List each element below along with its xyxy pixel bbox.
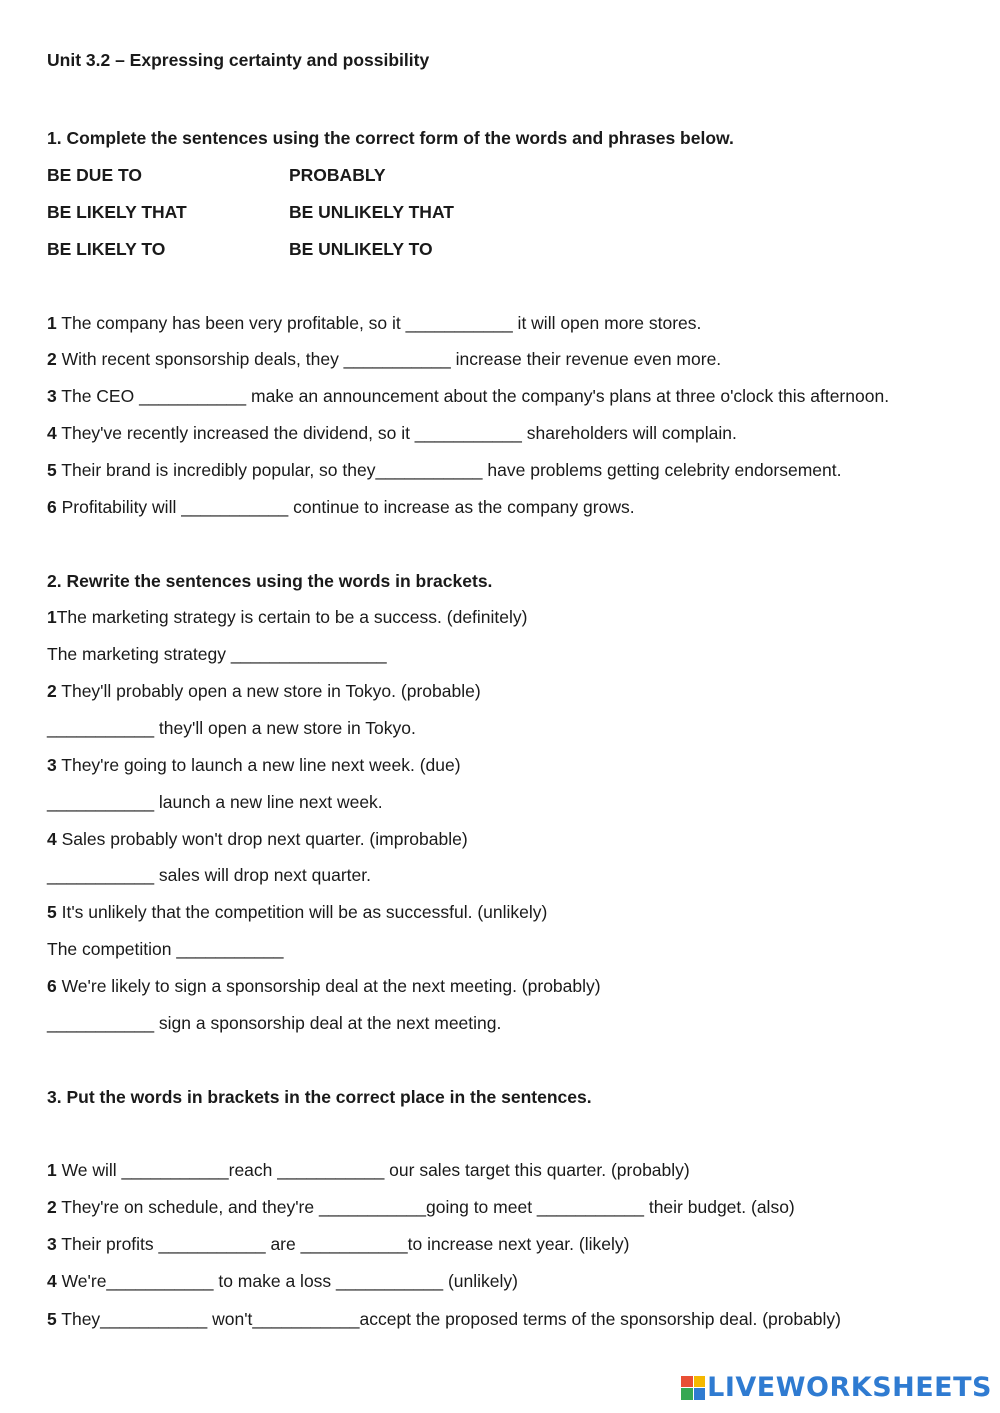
exercise-3-sentence: 3 Their profits ___________ are ___________to increase next year. (likely) bbox=[47, 1234, 630, 1254]
exercise-2-prompt: 6 We're likely to sign a sponsorship deal at the next meeting. (probably) bbox=[47, 976, 601, 996]
exercise-1-instruction: 1. Complete the sentences using the correct form of the words and phrases below. bbox=[47, 128, 734, 148]
exercise-3-sentence: 1 We will ___________reach ___________ our sales target this quarter. (probably) bbox=[47, 1160, 690, 1180]
exercise-2-prompt: 5 It's unlikely that the competition will be as successful. (unlikely) bbox=[47, 902, 548, 922]
exercise-1-sentence: 1 The company has been very profitable, so it ___________ it will open more stores. bbox=[47, 313, 702, 333]
liveworksheets-logo-icon bbox=[681, 1376, 705, 1400]
exercise-2-prompt: 4 Sales probably won't drop next quarter. (improbable) bbox=[47, 829, 468, 849]
exercise-2-prompt: 2 They'll probably open a new store in Tokyo. (probable) bbox=[47, 681, 481, 701]
exercise-2-instruction: 2. Rewrite the sentences using the words in brackets. bbox=[47, 571, 493, 591]
exercise-2-answer-line: ___________ sign a sponsorship deal at the next meeting. bbox=[47, 1013, 502, 1033]
logo-square bbox=[681, 1388, 693, 1400]
word-box-item: PROBABLY bbox=[289, 165, 386, 185]
word-box-item: BE UNLIKELY THAT bbox=[289, 202, 454, 222]
liveworksheets-logo[interactable] bbox=[681, 1372, 992, 1403]
exercise-2-prompt: 1The marketing strategy is certain to be a success. (definitely) bbox=[47, 607, 528, 627]
word-box-item: BE LIKELY TO bbox=[47, 239, 166, 259]
logo-square bbox=[694, 1376, 706, 1388]
word-box-item: BE DUE TO bbox=[47, 165, 142, 185]
exercise-1-sentence: 2 With recent sponsorship deals, they ___________ increase their revenue even more. bbox=[47, 349, 722, 369]
exercise-3-sentence: 4 We're___________ to make a loss ___________ (unlikely) bbox=[47, 1271, 518, 1291]
exercise-3-sentence: 5 They___________ won't___________accept the proposed terms of the sponsorship deal. (probably) bbox=[47, 1309, 841, 1329]
exercise-3-sentence: 2 They're on schedule, and they're ___________going to meet ___________ their budget. (also) bbox=[47, 1197, 795, 1217]
exercise-2-answer-line: The competition ___________ bbox=[47, 939, 284, 959]
logo-square bbox=[681, 1376, 693, 1388]
exercise-2-prompt: 3 They're going to launch a new line next week. (due) bbox=[47, 755, 461, 775]
exercise-2-answer-line: ___________ sales will drop next quarter. bbox=[47, 865, 371, 885]
exercise-1-sentence: 5 Their brand is incredibly popular, so they___________ have problems getting celebrity endorsement. bbox=[47, 460, 842, 480]
word-box-item: BE LIKELY THAT bbox=[47, 202, 187, 222]
exercise-2-answer-line: The marketing strategy ________________ bbox=[47, 644, 387, 664]
exercise-2-answer-line: ___________ they'll open a new store in Tokyo. bbox=[47, 718, 416, 738]
logo-square bbox=[694, 1388, 706, 1400]
page-title: Unit 3.2 – Expressing certainty and possibility bbox=[47, 50, 430, 70]
exercise-1-sentence: 6 Profitability will ___________ continue to increase as the company grows. bbox=[47, 497, 635, 517]
exercise-3-instruction: 3. Put the words in brackets in the correct place in the sentences. bbox=[47, 1087, 592, 1107]
brand-name: LIVEWORKSHEETS bbox=[707, 1372, 992, 1403]
exercise-1-sentence: 3 The CEO ___________ make an announcement about the company's plans at three o'clock this afternoon. bbox=[47, 386, 890, 406]
word-box-item: BE UNLIKELY TO bbox=[289, 239, 433, 259]
exercise-1-sentence: 4 They've recently increased the dividend, so it ___________ shareholders will complain. bbox=[47, 423, 737, 443]
exercise-2-answer-line: ___________ launch a new line next week. bbox=[47, 792, 383, 812]
